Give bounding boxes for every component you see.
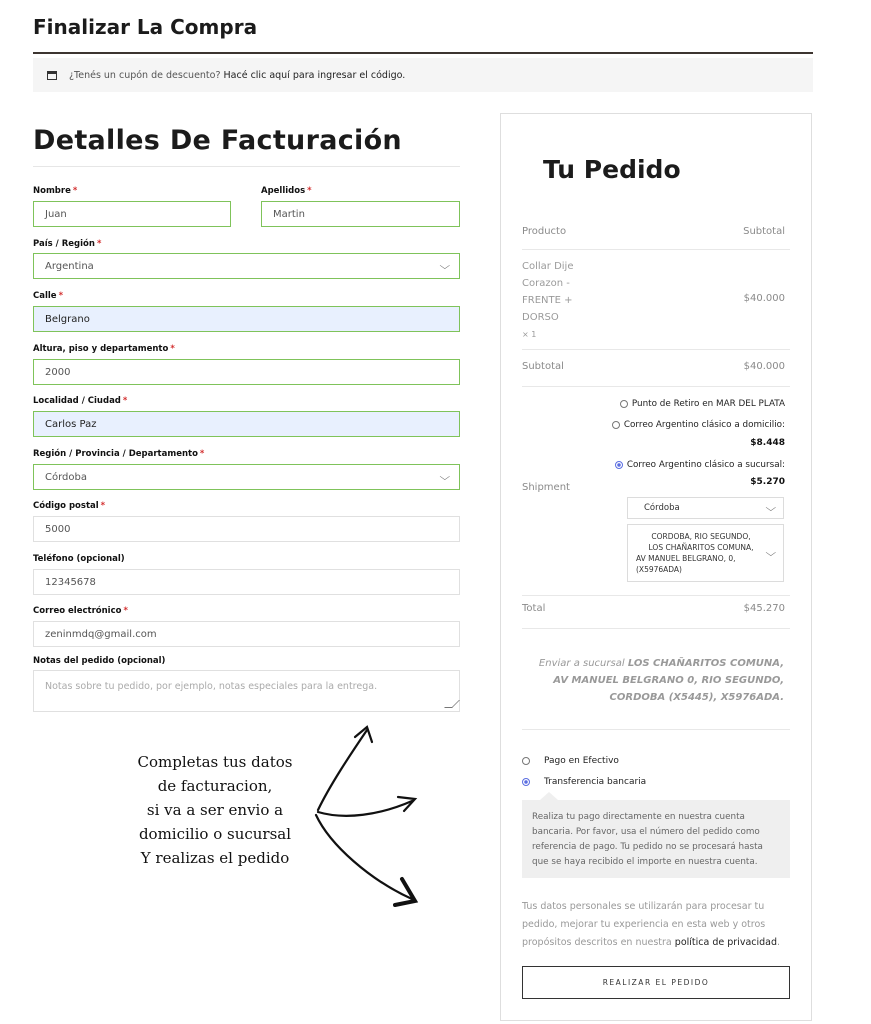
shipping-branch-select[interactable]: CORDOBA, RIO SEGUNDO, LOS CHAÑARITOS COMUNA, AV MANUEL BELGRANO, 0, (X5976ADA) ⌵	[627, 524, 784, 582]
order-table-header	[522, 226, 790, 250]
shipping-destination-note: Enviar a sucursal LOS CHAÑARITOS COMUNA, AV MANUEL BELGRANO 0, RIO SEGUNDO, CORDOBA (X5445), X5976ADA.	[538, 658, 784, 703]
chevron-down-icon: ⌵	[439, 260, 451, 272]
privacy-notice: Tus datos personales se utilizarán para procesar tu pedido, mejorar tu experiencia en esta web y otros propósitos descritos en nuestra política de privacidad.	[522, 901, 781, 948]
order-title: Tu Pedido	[543, 155, 681, 184]
phone-input[interactable]: 12345678	[33, 569, 460, 595]
email-label: Correo electrónico *	[33, 606, 128, 616]
billing-divider	[33, 166, 460, 167]
product-row	[522, 293, 790, 350]
radio-icon	[612, 421, 620, 429]
last-name-input[interactable]: Martin	[261, 201, 460, 227]
total-row: Total $45.270	[522, 603, 790, 629]
coupon-text: ¿Tenés un cupón de descuento?	[69, 69, 221, 81]
subtotal-value: $40.000	[743, 361, 785, 372]
radio-icon	[522, 757, 530, 765]
radio-checked-icon	[522, 778, 530, 786]
billing-title: Detalles De Facturación	[33, 125, 402, 156]
shipping-option-home[interactable]: Correo Argentino clásico a domicilio:	[612, 420, 785, 430]
city-label: Localidad / Ciudad *	[33, 396, 128, 406]
country-label: País / Región *	[33, 239, 102, 249]
street-input[interactable]: Belgrano	[33, 306, 460, 332]
city-input[interactable]: Carlos Paz	[33, 411, 460, 437]
postcode-input[interactable]: 5000	[33, 516, 460, 542]
product-price: $40.000	[743, 293, 785, 304]
privacy-policy-link[interactable]: política de privacidad	[674, 937, 778, 948]
chevron-down-icon: ⌵	[765, 502, 777, 514]
province-label: Región / Provincia / Departamento *	[33, 449, 205, 459]
shipping-option-pickup[interactable]: Punto de Retiro en MAR DEL PLATA	[620, 399, 785, 409]
shipping-option-branch[interactable]: Correo Argentino clásico a sucursal:	[615, 460, 785, 470]
radio-checked-icon	[615, 461, 623, 469]
calendar-icon	[47, 71, 57, 80]
shipping-province-select[interactable]: Córdoba ⌵	[627, 497, 784, 519]
coupon-link[interactable]: Hacé clic aquí para ingresar el código.	[223, 69, 406, 81]
title-divider	[33, 52, 813, 54]
phone-label: Teléfono (opcional)	[33, 554, 125, 564]
payment-box-pointer	[540, 792, 558, 800]
coupon-notice	[33, 58, 813, 92]
resize-handle-icon[interactable]	[444, 700, 460, 708]
last-name-label: Apellidos *	[261, 186, 312, 196]
payment-description: Realiza tu pago directamente en nuestra cuenta bancaria. Por favor, usa el número del pedido como referencia de pago. Tu pedido no se procesará hasta que se haya recibido el importe en nuestra cuenta.	[522, 800, 790, 878]
street-label: Calle *	[33, 291, 64, 301]
order-notes-textarea[interactable]: Notas sobre tu pedido, por ejemplo, notas especiales para la entrega.	[33, 670, 460, 712]
product-quantity: × 1	[522, 330, 537, 339]
page-title: Finalizar La Compra	[33, 15, 258, 39]
payment-option-transfer[interactable]: Transferencia bancaria	[522, 777, 646, 787]
postcode-label: Código postal *	[33, 501, 106, 511]
province-select[interactable]: Córdoba ⌵	[33, 464, 460, 490]
shipping-home-price: $8.448	[750, 438, 785, 448]
annotation-arrows	[300, 715, 440, 925]
product-name: Collar Dije Corazon - FRENTE + DORSO × 1	[522, 258, 592, 343]
email-input[interactable]: zeninmdq@gmail.com	[33, 621, 460, 647]
order-notes-label: Notas del pedido (opcional)	[33, 656, 166, 666]
subtotal-row: Subtotal $40.000	[522, 361, 790, 387]
address-number-label: Altura, piso y departamento *	[33, 344, 175, 354]
shipping-branch-price: $5.270	[750, 477, 785, 487]
chevron-down-icon: ⌵	[439, 471, 451, 483]
shipment-label: Shipment	[522, 482, 570, 493]
product-column-header: Producto	[522, 226, 567, 237]
country-select[interactable]: Argentina ⌵	[33, 253, 460, 279]
annotation-text: Completas tus datos de facturacion, si va a ser envio a domicilio o sucursal Y realizas el pedido	[137, 753, 293, 867]
chevron-down-icon: ⌵	[765, 547, 777, 559]
send-note-divider	[522, 712, 790, 730]
address-number-input[interactable]: 2000	[33, 359, 460, 385]
total-value: $45.270	[743, 603, 785, 614]
payment-option-cash[interactable]: Pago en Efectivo	[522, 756, 619, 766]
first-name-input[interactable]: Juan	[33, 201, 231, 227]
subtotal-column-header: Subtotal	[743, 226, 785, 237]
first-name-label: Nombre *	[33, 186, 78, 196]
radio-icon	[620, 400, 628, 408]
place-order-button[interactable]: REALIZAR EL PEDIDO	[522, 966, 790, 999]
